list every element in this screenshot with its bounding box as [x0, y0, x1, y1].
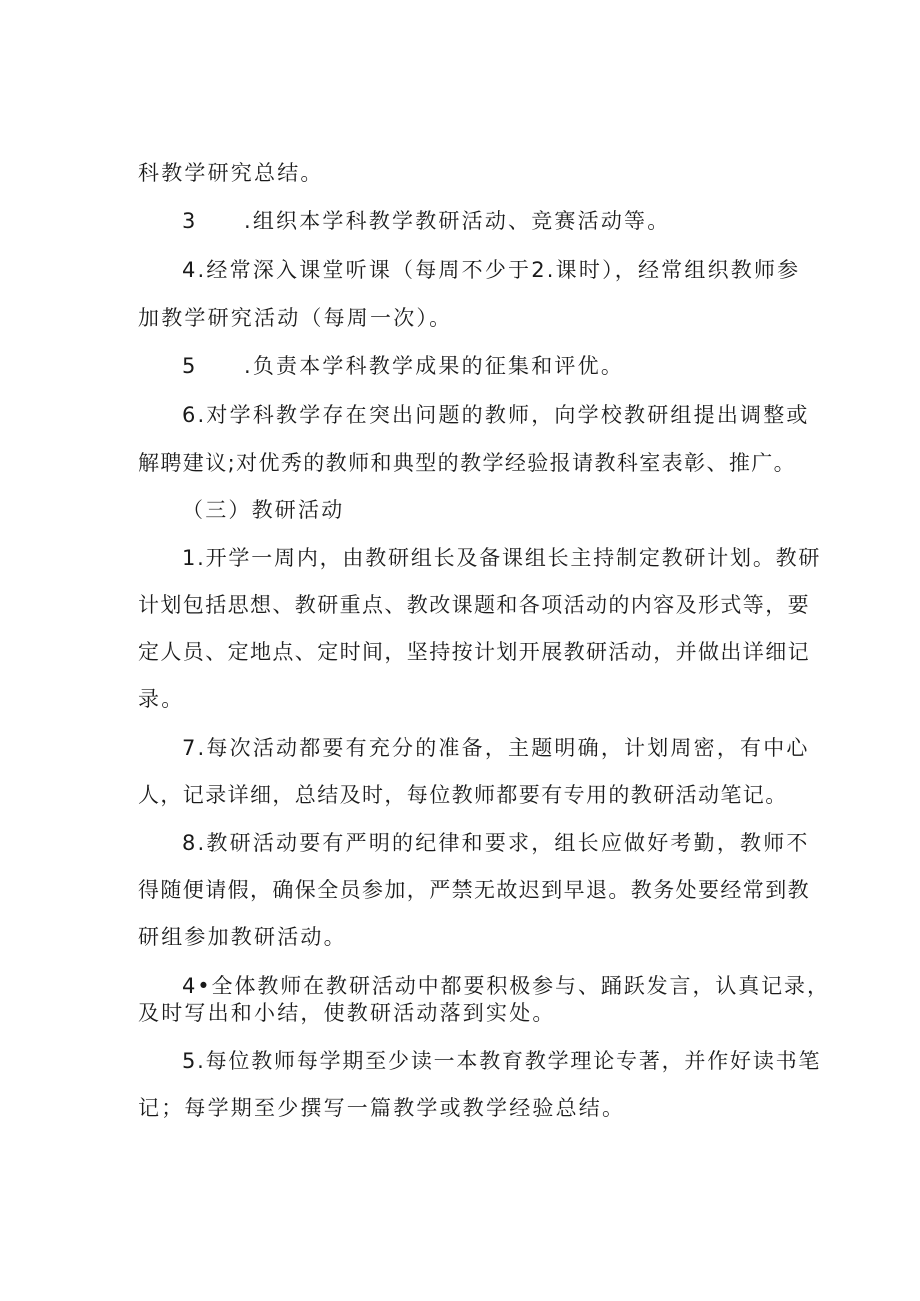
text-line: 3 .组织本学科教学教研活动、竞赛活动等。 [182, 209, 671, 233]
text-line: 记；每学期至少撰写一篇教学或教学经验总结。 [138, 1096, 626, 1120]
text-line: 解聘建议;对优秀的教师和典型的教学经验报请教科室表彰、推广。 [138, 451, 797, 475]
text-line: 4•全体教师在教研活动中都要积极参与、踊跃发言，认真记录， [182, 974, 830, 998]
text-line: 6.对学科教学存在突出问题的教师，向学校教研组提出调整或 [182, 403, 810, 427]
text-line: 人，记录详细，总结及时，每位教师都要有专用的教研活动笔记。 [138, 783, 788, 807]
text-line: 计划包括思想、教研重点、教改课题和各项活动的内容及形式等，要 [138, 593, 810, 617]
text-line: 录。 [138, 687, 185, 711]
text-line: 定人员、定地点、定时间，坚持按计划开展教研活动，并做出详细记 [138, 640, 810, 664]
text-line: 得随便请假，确保全员参加，严禁无故迟到早退。教务处要经常到教 [138, 878, 810, 902]
text-line: 科教学研究总结。 [138, 161, 324, 185]
text-line: 8.教研活动要有严明的纪律和要求，组长应做好考勤，教师不 [182, 831, 810, 855]
text-line: 7.每次活动都要有充分的准备，主题明确，计划周密，有中心 [182, 736, 810, 760]
text-line: 4.经常深入课堂听课（每周不少于2.课时），经常组织教师参 [182, 258, 801, 282]
text-line: 5.每位教师每学期至少读一本教育教学理论专著，并作好读书笔 [182, 1049, 822, 1073]
text-line: 加教学研究活动（每周一次）。 [138, 306, 453, 330]
text-line: 研组参加教研活动。 [138, 925, 347, 949]
text-line: 1.开学一周内，由教研组长及备课组长主持制定教研计划。教研 [182, 546, 822, 570]
text-line: 及时写出和小结，使教研活动落到实处。 [138, 1001, 556, 1025]
section-heading: （三）教研活动 [182, 498, 345, 522]
text-line: 5 .负责本学科教学成果的征集和评优。 [182, 354, 625, 378]
